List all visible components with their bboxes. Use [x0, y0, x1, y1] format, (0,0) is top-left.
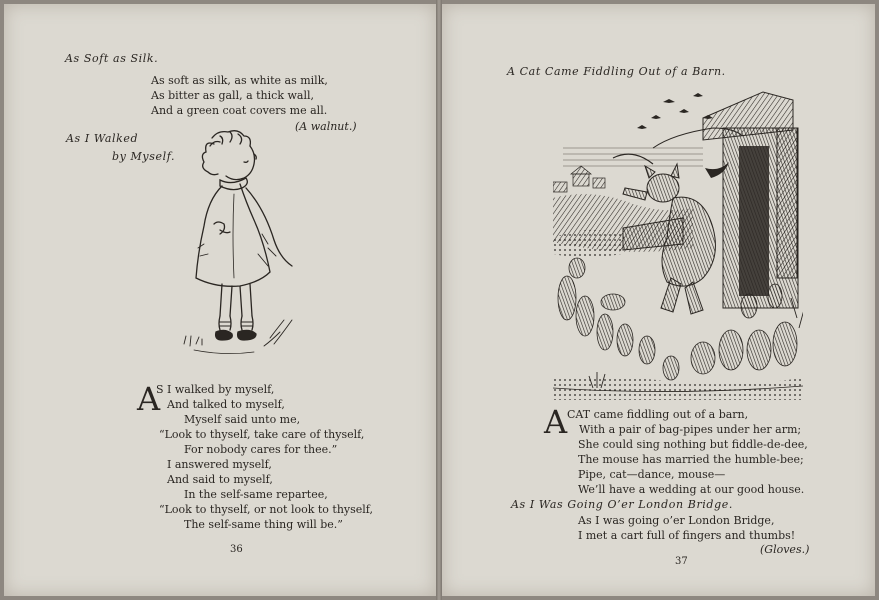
left-page	[4, 4, 436, 596]
rhyme-verse-cat	[442, 422, 875, 497]
verse-line: As soft as silk, as white as milk,	[151, 74, 328, 87]
verse-line: And talked to myself,	[167, 398, 285, 411]
verse-line: And said to myself,	[167, 473, 273, 486]
verse-line: We’ll have a wedding at our good house.	[578, 483, 805, 496]
rhyme-verse-walked	[4, 397, 436, 532]
verse-line: I met a cart full of fingers and thumbs!	[578, 529, 796, 542]
verse-line: Myself said unto me,	[184, 413, 301, 426]
verse-line: As bitter as gall, a thick wall,	[151, 89, 314, 102]
cat-fiddling-barn-illustration	[553, 88, 803, 400]
verse-line: And a green coat covers me all.	[151, 104, 328, 117]
rhyme-title-walked-line2: by Myself.	[112, 150, 176, 163]
verse-line: In the self-same repartee,	[184, 488, 328, 501]
child-standing-illustration	[174, 124, 304, 369]
verse-first-line: S I walked by myself,	[156, 383, 275, 396]
right-page	[442, 4, 875, 596]
verse-line: The mouse has married the humble-bee;	[578, 453, 804, 466]
rhyme-verse-london-bridge	[442, 513, 875, 543]
verse-line: The self-same thing will be.”	[184, 518, 343, 531]
rhyme-title-london-bridge: As I Was Going O’er London Bridge.	[511, 498, 733, 511]
verse-line: She could sing nothing but fiddle-de-dee,	[578, 438, 808, 451]
verse-line: For nobody cares for thee.”	[184, 443, 338, 456]
verse-first-line: CAT came fiddling out of a barn,	[567, 408, 749, 421]
rhyme-title-walked-line1: As I Walked	[66, 132, 139, 145]
riddle-answer: (A walnut.)	[295, 120, 357, 133]
verse-line: With a pair of bag-pipes under her arm;	[579, 423, 802, 436]
verse-line: I answered myself,	[167, 458, 272, 471]
drop-cap-letter: A	[137, 380, 161, 418]
page-number: 37	[675, 556, 688, 567]
verse-line: “Look to thyself, take care of thyself,	[159, 428, 365, 441]
page-number: 36	[230, 544, 243, 555]
drop-cap-letter: A	[544, 403, 568, 441]
verse-line: Pipe, cat—dance, mouse—	[578, 468, 726, 481]
rhyme-title-cat-fiddling: A Cat Came Fiddling Out of a Barn.	[507, 65, 726, 78]
verse-line: “Look to thyself, or not look to thyself,	[159, 503, 373, 516]
rhyme-title-soft-as-silk: As Soft as Silk.	[65, 52, 159, 65]
rhyme-verse-soft-as-silk	[151, 73, 328, 118]
verse-line: As I was going o’er London Bridge,	[578, 514, 775, 527]
riddle-answer: (Gloves.)	[760, 543, 810, 556]
